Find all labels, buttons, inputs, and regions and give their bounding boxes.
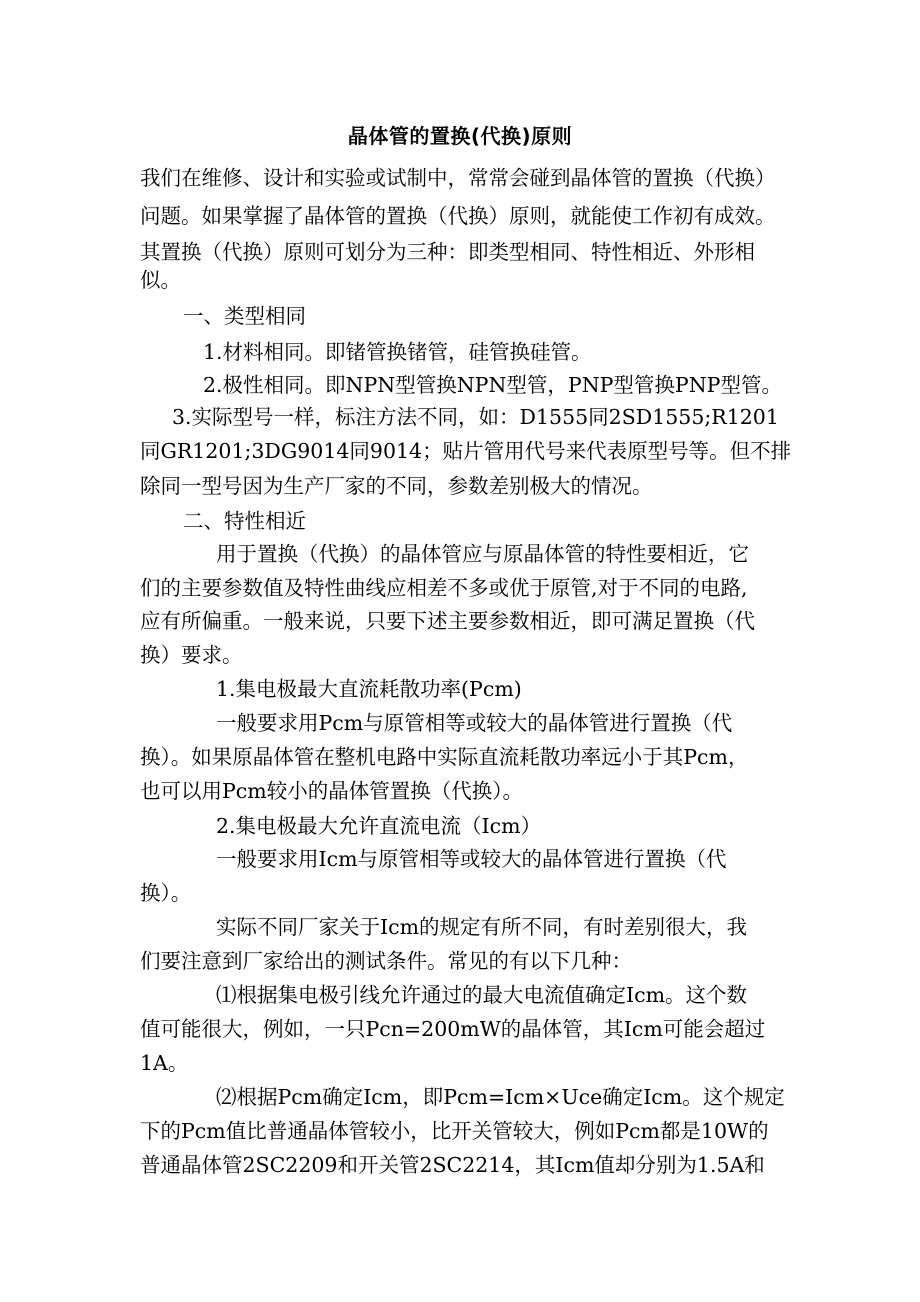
text-line: 换）。如果原晶体管在整机电路中实际直流耗散功率远小于其Pcm，	[140, 745, 749, 769]
text-line: 1A。	[140, 1051, 189, 1075]
subsection-heading: 1.集电极最大直流耗散功率(Pcm)	[216, 677, 522, 701]
text-line: 普通晶体管2SC2209和开关管2SC2214，其Icm值却分别为1.5A和	[140, 1153, 765, 1177]
text-line: 同GR1201;3DG9014同9014；贴片管用代号来代表原型号等。但不排	[140, 439, 792, 463]
section-heading: 二、特性相近	[183, 509, 306, 533]
text-line: 用于置换（代换）的晶体管应与原晶体管的特性要相近，它	[216, 542, 749, 566]
text-line: 一般要求用Pcm与原管相等或较大的晶体管进行置换（代	[216, 711, 733, 735]
text-line: ⑵根据Pcm确定Icm，即Pcm=Icm×Uce确定Icm。这个规定	[216, 1085, 785, 1109]
text-line: 们的主要参数值及特性曲线应相差不多或优于原管,对于不同的电路,	[140, 576, 748, 600]
text-line: 换）。	[140, 881, 192, 905]
text-line: 问题。如果掌握了晶体管的置换（代换）原则，就能使工作初有成效。	[140, 204, 776, 228]
text-line: 应有所偏重。一般来说，只要下述主要参数相近，即可满足置换（代	[140, 609, 755, 633]
text-line: 3.实际型号一样，标注方法不同，如：D1555同2SD1555;R1201	[172, 405, 779, 429]
text-line: 我们在维修、设计和实验或试制中，常常会碰到晶体管的置换（代换）	[140, 166, 776, 190]
subsection-heading: 2.集电极最大允许直流电流（Icm）	[216, 814, 542, 838]
text-line: 值可能很大，例如，一只Pcn=200mW的晶体管，其Icm可能会超过	[140, 1017, 766, 1041]
page-title: 晶体管的置换(代换)原则	[347, 124, 573, 148]
text-line: 一般要求用Icm与原管相等或较大的晶体管进行置换（代	[216, 847, 727, 871]
text-line: 似。	[140, 268, 181, 292]
text-line: 实际不同厂家关于Icm的规定有所不同，有时差别很大，我	[216, 915, 748, 939]
text-line: 下的Pcm值比普通晶体管较小，比开关管较大，例如Pcm都是10W的	[140, 1119, 769, 1143]
text-line: 2.极性相同。即NPN型管换NPN型管，PNP型管换PNP型管。	[203, 373, 782, 397]
text-line: 其置换（代换）原则可划分为三种：即类型相同、特性相近、外形相	[140, 240, 755, 264]
text-line: 换）要求。	[140, 643, 243, 667]
text-line: 也可以用Pcm较小的晶体管置换（代换）。	[140, 779, 523, 803]
text-line: 们要注意到厂家给出的测试条件。常见的有以下几种：	[140, 949, 632, 973]
section-heading: 一、类型相同	[183, 304, 306, 328]
text-line: ⑴根据集电极引线允许通过的最大电流值确定Icm。这个数	[216, 983, 748, 1007]
text-line: 1.材料相同。即锗管换锗管，硅管换硅管。	[203, 340, 592, 364]
text-line: 除同一型号因为生产厂家的不同，参数差别极大的情况。	[140, 474, 653, 498]
